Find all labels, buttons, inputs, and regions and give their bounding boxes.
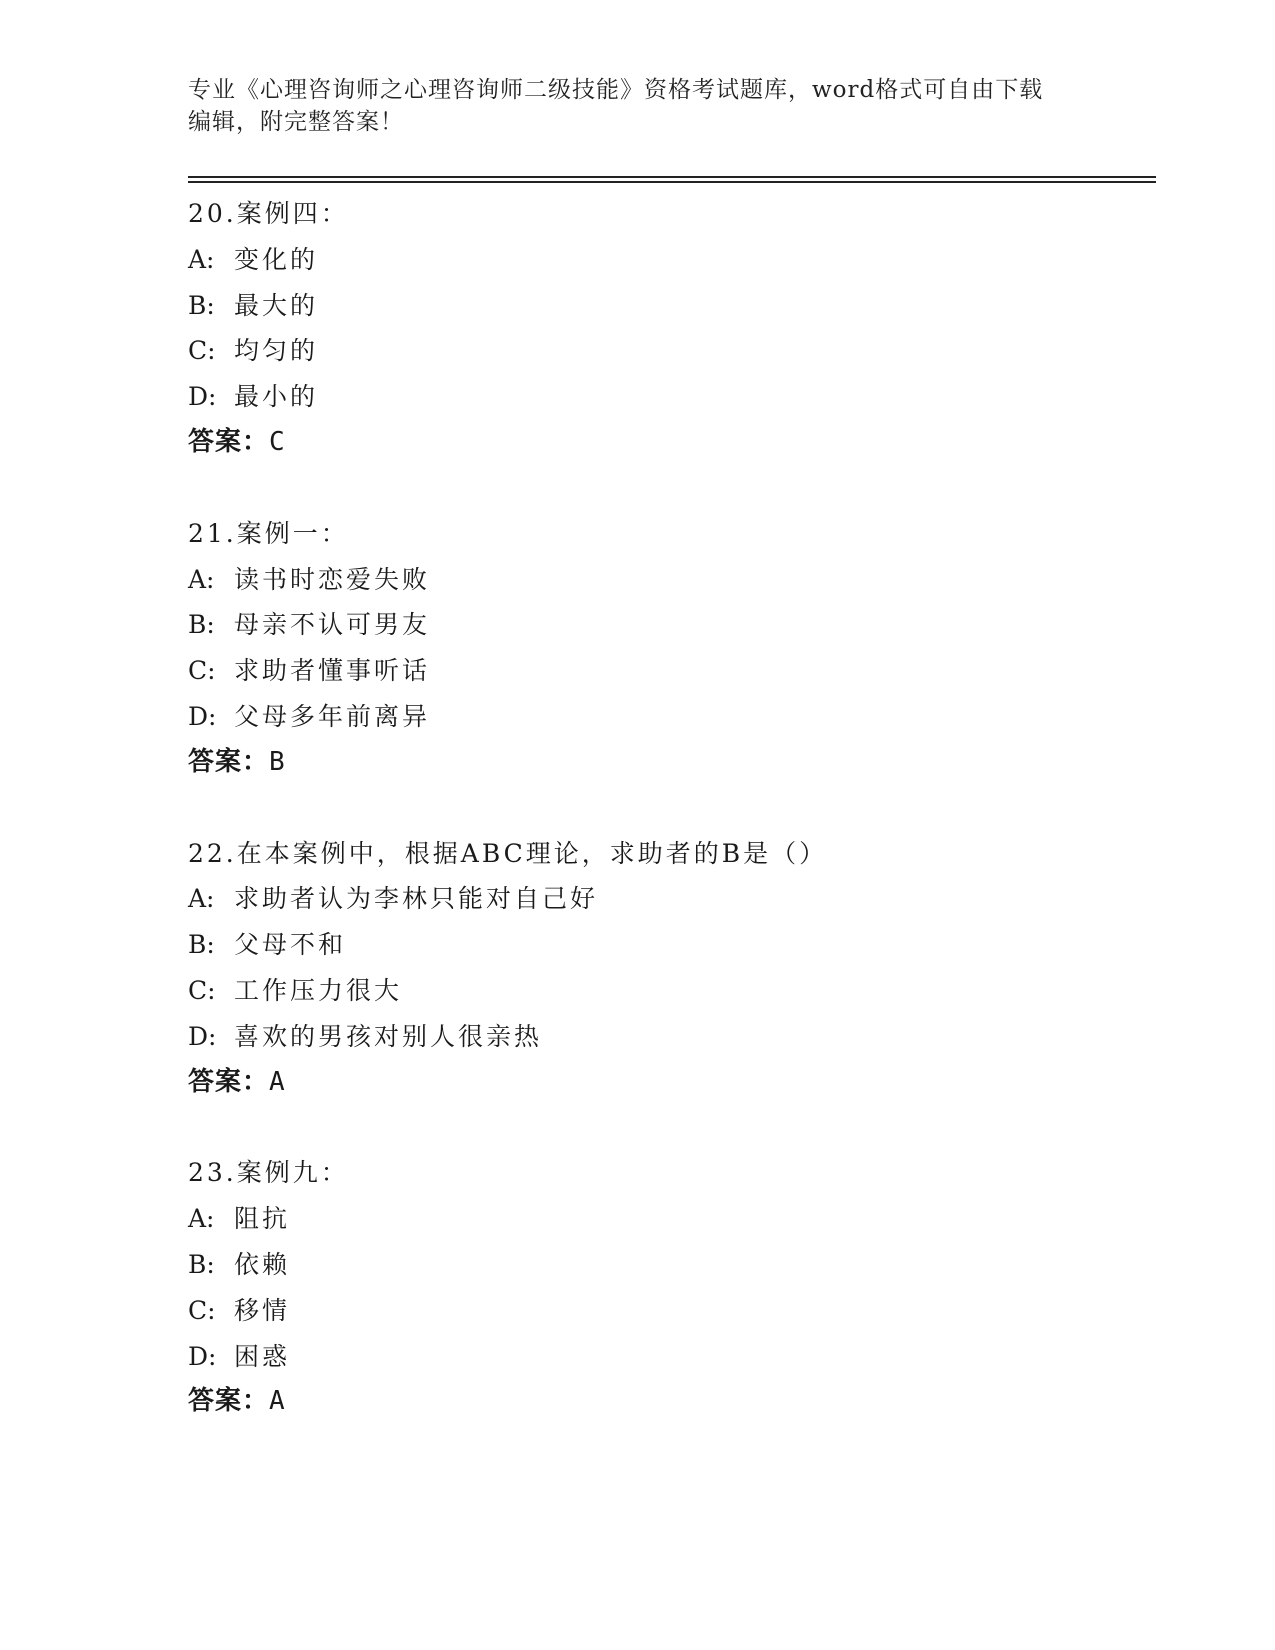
option-letter: C: bbox=[188, 1295, 216, 1325]
option-text: 求助者懂事听话 bbox=[234, 656, 431, 686]
answer bbox=[188, 1379, 1148, 1425]
option-letter: A: bbox=[188, 1204, 215, 1234]
option-text: 父母多年前离异 bbox=[234, 701, 431, 731]
option-b bbox=[188, 602, 1148, 648]
option-text: 求助者认为李林只能对自己好 bbox=[234, 884, 599, 914]
question-list bbox=[188, 191, 1148, 1470]
answer-value: A bbox=[269, 1386, 286, 1417]
answer-value: A bbox=[269, 1066, 286, 1097]
option-text: 困惑 bbox=[234, 1341, 291, 1371]
option-c bbox=[188, 328, 1148, 374]
question-number: 21. bbox=[188, 518, 237, 548]
option-c bbox=[188, 968, 1148, 1014]
question-stem bbox=[188, 511, 1148, 557]
option-c bbox=[188, 648, 1148, 694]
header-line-2: 编辑，附完整答案！ bbox=[188, 109, 404, 135]
answer bbox=[188, 740, 1148, 786]
question-text: 在本案例中，根据ABC理论，求助者的B是（） bbox=[236, 838, 828, 868]
option-b bbox=[188, 1242, 1148, 1288]
question-20 bbox=[188, 191, 1148, 466]
option-c bbox=[188, 1288, 1148, 1334]
header-divider-top bbox=[188, 176, 1156, 178]
question-stem bbox=[188, 1150, 1148, 1196]
option-text: 母亲不认可男友 bbox=[234, 610, 431, 640]
answer-label: 答案： bbox=[188, 1386, 270, 1417]
option-text: 喜欢的男孩对别人很亲热 bbox=[234, 1021, 543, 1051]
option-a bbox=[188, 1196, 1148, 1242]
question-23 bbox=[188, 1150, 1148, 1425]
question-text: 案例四： bbox=[236, 199, 349, 228]
option-letter: A: bbox=[188, 884, 215, 914]
option-text: 最大的 bbox=[234, 290, 319, 320]
option-text: 依赖 bbox=[234, 1249, 291, 1279]
question-stem bbox=[188, 191, 1148, 237]
option-letter: B: bbox=[188, 1249, 215, 1279]
option-text: 读书时恋爱失败 bbox=[234, 564, 431, 594]
answer-value: C bbox=[269, 426, 286, 457]
question-stem bbox=[188, 831, 1148, 877]
answer bbox=[188, 1060, 1148, 1106]
question-text: 案例九： bbox=[236, 1158, 349, 1188]
answer-label: 答案： bbox=[188, 746, 270, 777]
question-number: 22. bbox=[188, 838, 237, 868]
document-header bbox=[188, 74, 1088, 138]
option-text: 最小的 bbox=[234, 382, 319, 412]
question-22 bbox=[188, 831, 1148, 1106]
option-letter: D: bbox=[188, 701, 217, 731]
option-letter: D: bbox=[188, 1021, 217, 1051]
option-a bbox=[188, 557, 1148, 603]
option-letter: A: bbox=[188, 244, 215, 274]
option-text: 均匀的 bbox=[234, 336, 319, 366]
option-text: 变化的 bbox=[234, 244, 319, 274]
answer-value: B bbox=[269, 746, 286, 777]
option-letter: B: bbox=[188, 610, 215, 640]
option-letter: A: bbox=[188, 564, 215, 594]
option-letter: C: bbox=[188, 656, 216, 686]
option-a bbox=[188, 876, 1148, 922]
option-d bbox=[188, 1014, 1148, 1060]
question-number: 20. bbox=[188, 199, 237, 228]
question-number: 23. bbox=[188, 1158, 237, 1188]
header-line-1: 专业《心理咨询师之心理咨询师二级技能》资格考试题库，word格式可自由下载 bbox=[188, 77, 1044, 103]
option-b bbox=[188, 283, 1148, 329]
option-letter: B: bbox=[188, 930, 215, 960]
option-d bbox=[188, 1334, 1148, 1380]
option-text: 移情 bbox=[234, 1295, 291, 1325]
option-a bbox=[188, 237, 1148, 283]
option-letter: D: bbox=[188, 382, 217, 412]
option-text: 父母不和 bbox=[234, 930, 347, 960]
option-d bbox=[188, 374, 1148, 420]
option-letter: C: bbox=[188, 975, 216, 1005]
question-21 bbox=[188, 511, 1148, 786]
answer-label: 答案： bbox=[188, 1066, 270, 1097]
option-b bbox=[188, 922, 1148, 968]
option-letter: B: bbox=[188, 290, 215, 320]
question-text: 案例一： bbox=[236, 518, 349, 548]
option-d bbox=[188, 694, 1148, 740]
option-letter: D: bbox=[188, 1341, 217, 1371]
answer bbox=[188, 420, 1148, 466]
option-text: 工作压力很大 bbox=[234, 975, 403, 1005]
header-divider-bottom bbox=[188, 181, 1156, 183]
answer-label: 答案： bbox=[188, 426, 270, 457]
option-text: 阻抗 bbox=[234, 1204, 291, 1234]
option-letter: C: bbox=[188, 336, 216, 366]
